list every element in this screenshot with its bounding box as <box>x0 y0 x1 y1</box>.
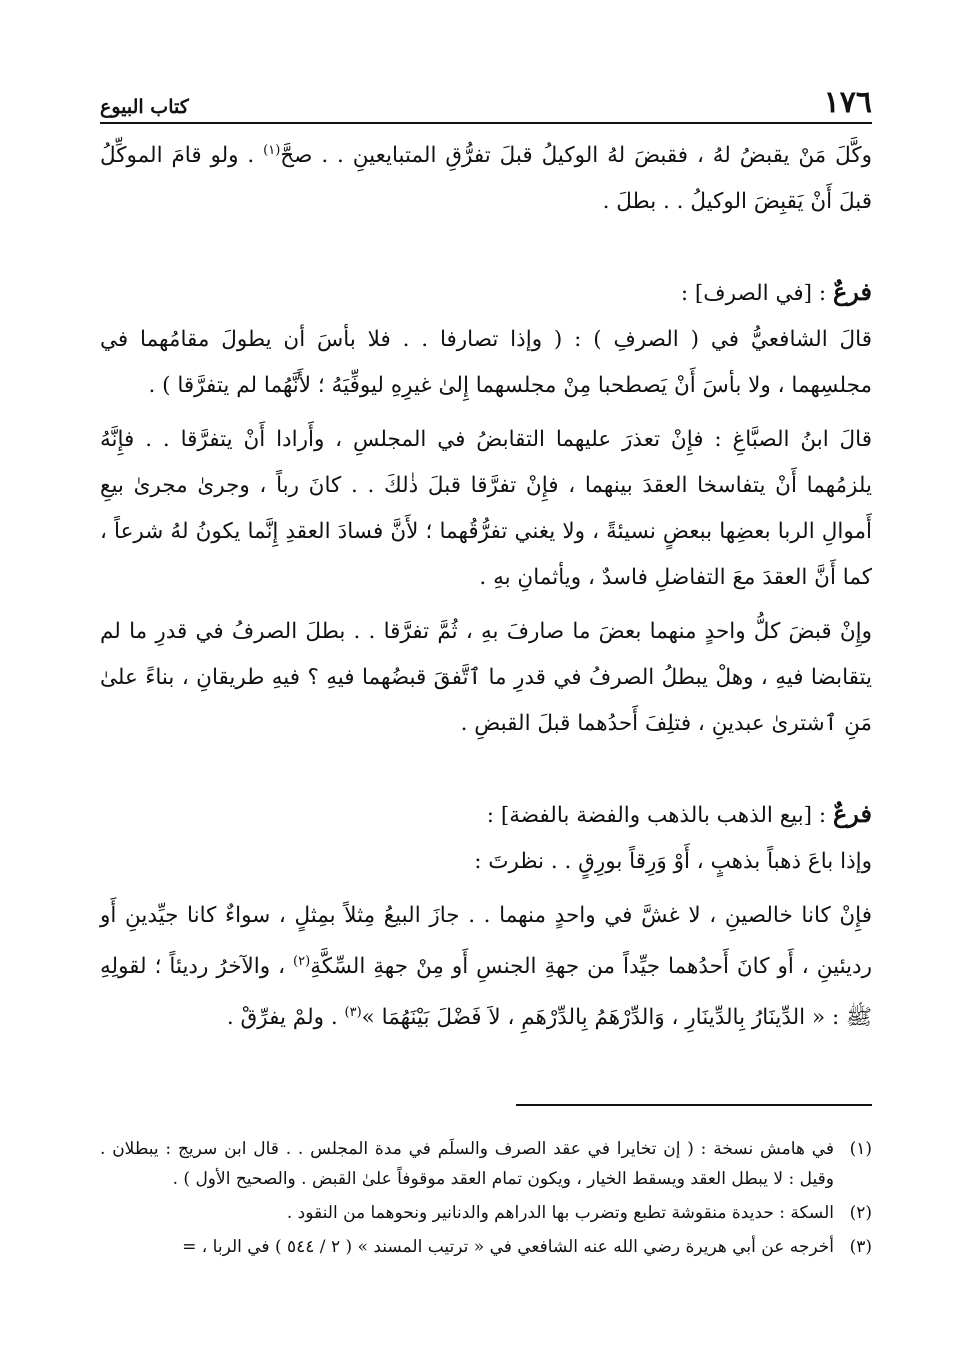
footnote-1 <box>100 1134 872 1194</box>
paragraph-2: قالَ الشافعيُّ في ( الصرفِ ) : ( وإذا تصارفا . . فلا بأسَ أن يطولَ مقامُهما في مجلسِهما ، ولا بأسَ أَنْ يَصطحبا مِنْ مجلسهما إِلىٰ غيرِهِ ليوفِّيَهُ ؛ لأَنَّهُما لم يتفرَّقا ) . <box>100 327 872 399</box>
footnote-3 <box>100 1232 872 1262</box>
running-title: كتاب البيوع <box>100 96 189 118</box>
footnote-ref-1[interactable]: (١) <box>263 143 281 158</box>
footnote-number: (٢) <box>849 1203 872 1223</box>
footnote-text: في هامش نسخة : ( إن تخايرا في عقد الصرف والسلَم في مدة المجلس . . قال ابن سريج : يبطلان . وقيل : لا يبطل العقد ويسقط الخيار ، ويكون تمام العقد موقوفاً علىٰ القبض . والصحيح الأول ) . <box>100 1139 834 1189</box>
footnote-number: (١) <box>849 1139 872 1159</box>
section-heading-gold: فرعٌ : [بيع الذهب بالذهب والفضة بالفضة] : <box>486 799 872 829</box>
footnote-text: أخرجه عن أبي هريرة رضي الله عنه الشافعي في « ترتيب المسند » ( ٢ / ٥٤٤ ) في الربا ، = <box>182 1237 834 1257</box>
far-label: فرعٌ <box>832 277 872 307</box>
page-number: ١٧٦ <box>823 85 872 120</box>
paragraph-6: فإِنْ كانا خالصينِ ، لا غشَّ في واحدٍ منهما . . جازَ البيعُ مِثلاً بمِثلٍ ، سواءٌ كانا جيِّدينِ أَو رديئينِ ، أَو كانَ أَحدُهما جيِّداً من جهةِ الجنسِ أَو مِنْ جهةِ السِّكَّةِ$^{(٢)}$ ، والآخرُ رديئاً ؛ لقولِهِ ﷺ : « الدِّينَارُ بِالدِّينَارِ ، وَالدِّرْهَمُ بِالدِّرْهَمِ ، لاَ فَضْلَ بَيْنَهُمَا »$^{(٣)}$ . ولمْ يفرِّقْ . <box>100 903 872 1031</box>
far-label: فرعٌ <box>832 799 872 829</box>
page-header <box>100 84 872 124</box>
footnotes <box>100 1134 872 1266</box>
footnote-text: السكة : حديدة منقوشة تطبع وتضرب بها الدراهم والدنانير ونحوهما من النقود . <box>286 1203 834 1223</box>
footnote-divider <box>516 1104 872 1106</box>
paragraph-1: وكَّلَ مَنْ يقبضُ لهُ ، فقبضَ لهُ الوكيلُ قبلَ تفرُّقِ المتبايعينِ . . صحَّ$^{(١)}$ . ولو قامَ الموكِّلُ قبلَ أَنْ يَقبِضَ الوكيلُ . . بطلَ . <box>100 143 872 215</box>
footnote-ref-3[interactable]: (٣) <box>344 1005 362 1021</box>
section-heading-sarf: فرعٌ : [في الصرف] : <box>680 277 872 307</box>
paragraph-5: وإذا باعَ ذهباً بذهبٍ ، أَوْ وَرِقاً بورِقٍ . . نظرتَ : <box>474 849 872 875</box>
footnote-number: (٣) <box>849 1237 872 1257</box>
main-text <box>100 128 872 1041</box>
footnote-ref-2[interactable]: (٢) <box>293 954 311 970</box>
paragraph-4: وإِنْ قبضَ كلُّ واحدٍ منهما بعضَ ما صارفَ بهِ ، ثُمَّ تفرَّقا . . بطلَ الصرفُ في قدرِ ما لم يتقابضا فيهِ ، وهلْ يبطلُ الصرفُ في قدرِ ما ٱتَّفقَ قبضُهما فيهِ ؟ فيهِ طريقانِ ، بناءً علىٰ مَنِ ٱشترىٰ عبدينِ ، فتلِفَ أَحدُهما قبلَ القبضِ . <box>100 619 872 737</box>
paragraph-3: قالَ ابنُ الصبَّاغِ : فإِنْ تعذرَ عليهما التقابضُ في المجلسِ ، وأَرادا أَنْ يتفرَّقا . . فإِنَّهُ يلزمُهما أَنْ يتفاسخا العقدَ بينهما ، فإِنْ تفرَّقا قبلَ ذٰلكَ . . كانَ رباً ، وجرىٰ مجرىٰ بيعِ أَموالِ الربا بعضِها ببعضٍ نسيئةً ، ولا يغني تفرُّقُهما ؛ لأَنَّ فسادَ العقدِ إِنَّما يكونُ لهُ شرعاً ، كما أَنَّ العقدَ معَ التفاضلِ فاسدٌ ، ويأثمانِ بهِ . <box>100 427 872 591</box>
footnote-2 <box>100 1198 872 1228</box>
